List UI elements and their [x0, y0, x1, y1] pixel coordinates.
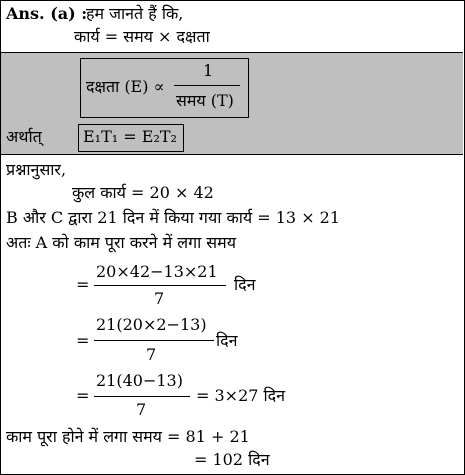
- step1-din: दिन: [234, 275, 256, 294]
- step3-result: = 3×27 दिन: [196, 386, 286, 405]
- prashna-text: प्रश्नानुसार,: [6, 160, 67, 179]
- step2-denominator: 7: [146, 345, 157, 364]
- step3-denominator: 7: [136, 400, 147, 419]
- step1-fraction-bar: [94, 285, 226, 286]
- efficiency-numerator: 1: [203, 61, 214, 80]
- efficiency-fraction-bar: [174, 85, 240, 86]
- answer-label: Ans. (a) :: [6, 4, 88, 23]
- band-top-border: [1, 52, 463, 53]
- step2-din: दिन: [216, 331, 238, 350]
- step2-numerator: 21(20×2−13): [96, 315, 207, 334]
- final-value: = 102 दिन: [194, 450, 270, 469]
- step1-denominator: 7: [154, 289, 165, 308]
- step3-equals: =: [76, 386, 90, 405]
- step1-equals: =: [76, 275, 90, 294]
- product-equation: E₁T₁ = E₂T₂: [83, 127, 177, 146]
- band-bottom-border: [1, 154, 463, 155]
- step3-numerator: 21(40−13): [96, 371, 183, 390]
- efficiency-denominator: समय (T): [176, 91, 234, 110]
- step3-fraction-bar: [94, 396, 190, 397]
- work-equation: कार्य = समय × दक्षता: [74, 27, 210, 46]
- total-work: कुल कार्य = 20 × 42: [72, 183, 214, 202]
- intro-text: हम जानते हैं कि,: [86, 4, 184, 23]
- efficiency-label: दक्षता (E) ∝: [86, 77, 165, 96]
- step2-fraction-bar: [94, 340, 214, 341]
- arthat-label: अर्थात्: [6, 127, 42, 146]
- bc-work: B और C द्वारा 21 दिन में किया गया कार्य = 13 × 21: [6, 208, 341, 227]
- final-label: काम पूरा होने में लगा समय = 81 + 21: [6, 427, 250, 446]
- atah-text: अतः A को काम पूरा करने में लगा समय: [6, 233, 236, 252]
- step2-equals: =: [76, 331, 90, 350]
- step1-numerator: 20×42−13×21: [96, 262, 218, 281]
